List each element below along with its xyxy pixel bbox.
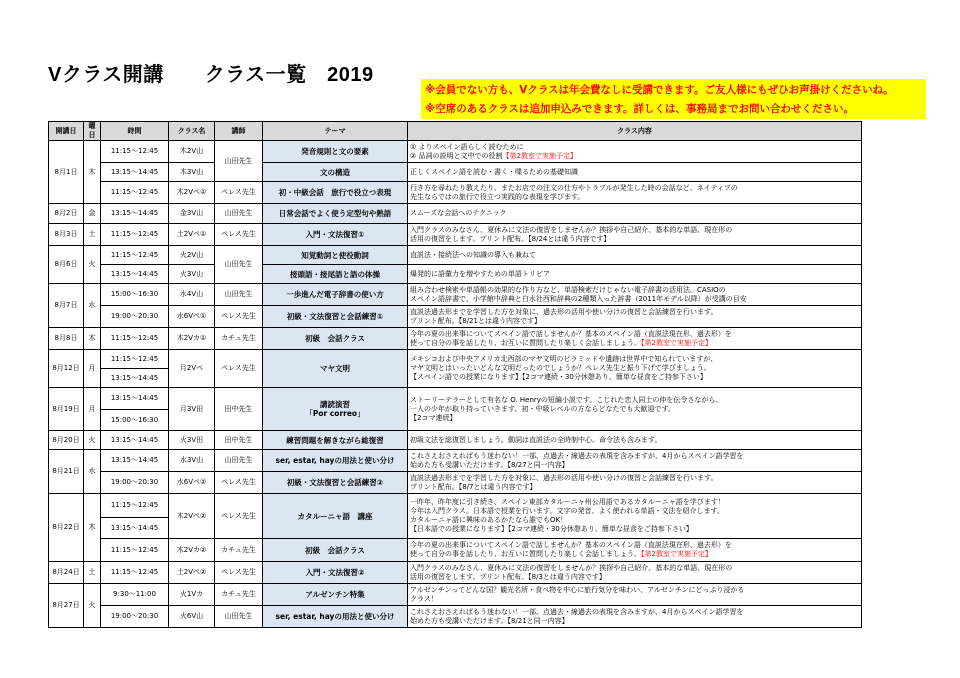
content-cell <box>408 388 862 431</box>
dow-cell: 木 <box>84 328 101 350</box>
table-row <box>49 539 862 562</box>
content-line: 入門クラスのみなさん、夏休みに文法の復習をしませんか？挨拶や自己紹介、基本的な単語、現在形の <box>410 563 733 572</box>
note-text: 【第2教室で実施予定】 <box>641 338 712 347</box>
table-row <box>49 246 862 265</box>
class-cell: 火2V山 <box>169 246 215 265</box>
content-line: ② 品詞の説明と文中での役割 <box>410 151 503 160</box>
class-cell: 水6Vペ② <box>169 472 215 494</box>
dow-cell: 水 <box>84 284 101 328</box>
date-cell: 8月12日 <box>49 350 84 388</box>
table-row <box>49 204 862 224</box>
theme-cell: 初級 会話クラス <box>263 539 408 562</box>
content-line: 活用の復習をします。プリント配布。【8/3とは違う内容です】 <box>410 572 606 581</box>
content-line: 活用の復習をします。プリント配布。【8/24とは違う内容です】 <box>410 234 611 243</box>
time-cell: 11:15～12:45 <box>101 494 169 518</box>
header-dow: 曜日 <box>84 122 101 141</box>
header-teacher: 講師 <box>215 122 263 141</box>
teacher-cell: 田中先生 <box>215 431 263 450</box>
theme-cell: ser, estar, hayの用法と使い分け <box>263 606 408 628</box>
teacher-cell: 山田先生 <box>215 450 263 472</box>
dow-cell: 火 <box>84 246 101 284</box>
content-cell <box>408 284 862 306</box>
date-cell: 8月21日 <box>49 450 84 494</box>
content-line: 使って自分の事を話したり、お互いに質問したり楽しく会話しましょう。 <box>410 550 641 558</box>
table-row <box>49 224 862 246</box>
dow-cell: 月 <box>84 388 101 431</box>
table-row <box>49 472 862 494</box>
teacher-cell: ペレス先生 <box>215 182 263 204</box>
table-row <box>49 494 862 518</box>
theme-cell: 初級・文法復習と会話練習② <box>263 472 408 494</box>
teacher-cell: ペレス先生 <box>215 224 263 246</box>
teacher-cell: 山田先生 <box>215 141 263 182</box>
content-line: 今年は入門クラス。日本語で授業を行います。文字の発音、よく使われる単語・文法を紹介します。 <box>410 507 724 515</box>
time-cell: 13:15～14:45 <box>101 369 169 388</box>
dow-cell: 水 <box>84 450 101 494</box>
content-cell: 初級文法を総復習しましょう。動詞は直説法の全時制中心。命令法も含みます。 <box>408 431 862 450</box>
theme-cell: カタルーニャ語 講座 <box>263 494 408 539</box>
table-row <box>49 163 862 182</box>
dow-cell: 木 <box>84 141 101 204</box>
table-row <box>49 450 862 472</box>
content-line: これさえおさえればもう迷わない！一部、点過去・線過去の表現を含みますが、4月からスペイン語学習を <box>410 607 744 616</box>
content-line: アルゼンチンってどんな国？観光名所・食べ物を中心に旅行気分を味わい、アルゼンチンにどっぷり浸かる <box>410 585 745 594</box>
table-header-row <box>49 122 862 141</box>
theme-cell: 発音規則と文の要素 <box>263 141 408 163</box>
page-title: Vクラス開講 クラス一覧 2019 <box>48 64 374 86</box>
theme-cell: 日常会話でよく使う定型句や熟語 <box>263 204 408 224</box>
dow-cell: 木 <box>84 494 101 562</box>
content-cell: 正しくスペイン語を読む・書く・喋るための基礎知識 <box>408 163 862 182</box>
table-row <box>49 328 862 350</box>
time-cell: 11:15～12:45 <box>101 246 169 265</box>
theme-cell: 文の構造 <box>263 163 408 182</box>
class-cell: 水3V山 <box>169 450 215 472</box>
date-cell: 8月27日 <box>49 584 84 628</box>
header-theme: テーマ <box>263 122 408 141</box>
content-cell: 爆発的に語彙力を増やすための単語トリビア <box>408 265 862 284</box>
content-cell <box>408 494 862 539</box>
content-line: 始めた方も受講いただけます。【8/21と同一内容】 <box>410 616 569 625</box>
date-cell: 8月2日 <box>49 204 84 224</box>
teacher-cell: 田中先生 <box>215 388 263 431</box>
theme-cell: 接頭語・接尾語と語の体操 <box>263 265 408 284</box>
date-cell: 8月7日 <box>49 284 84 328</box>
theme-cell: 知覚動詞と使役動詞 <box>263 246 408 265</box>
theme-cell: マヤ文明 <box>263 350 408 388</box>
content-cell <box>408 539 862 562</box>
theme-cell: 初級 会話クラス <box>263 328 408 350</box>
note-text: 【第2教室で実施予定】 <box>502 151 577 160</box>
content-cell <box>408 328 862 350</box>
table-row <box>49 265 862 284</box>
content-line: プリント配布。【8/21とは違う内容です】 <box>410 316 541 325</box>
date-cell: 8月3日 <box>49 224 84 246</box>
class-cell: 火6V山 <box>169 606 215 628</box>
table-row <box>49 306 862 328</box>
class-cell: 水6Vペ① <box>169 306 215 328</box>
class-cell: 月2Vペ <box>169 350 215 388</box>
class-cell: 木2Vペ① <box>169 182 215 204</box>
content-line: 今年の夏の出来事についてスペイン語で話しませんか？基本のスペイン語（直説法現在形、過去形）を <box>410 541 732 549</box>
content-line: プリント配布。【8/7とは違う内容です】 <box>410 482 537 491</box>
teacher-cell: ペレス先生 <box>215 562 263 584</box>
content-cell <box>408 224 862 246</box>
teacher-cell: ペレス先生 <box>215 350 263 388</box>
teacher-cell: 山田先生 <box>215 246 263 284</box>
time-cell: 11:15～12:45 <box>101 224 169 246</box>
time-cell: 11:15～12:45 <box>101 328 169 350</box>
content-line: 組み合わせ検索や単語帳の効果的な作り方など、単語検索だけじゃない電子辞書の活用法。CASIOの <box>410 285 726 294</box>
theme-cell: 一歩進んだ電子辞書の使い方 <box>263 284 408 306</box>
teacher-cell: ペレス先生 <box>215 494 263 539</box>
teacher-cell: 山田先生 <box>215 284 263 306</box>
teacher-cell: ペレス先生 <box>215 472 263 494</box>
content-cell <box>408 472 862 494</box>
class-cell: 火1Vカ <box>169 584 215 606</box>
notice-line: ※会員でない方も、Vクラスは年会費なしに受講できます。ご友人様にもぜひお声掛けくださいね。 <box>425 84 894 96</box>
content-line: 【スペイン語での授業になります】【2コマ連続・30分休憩あり、簡単な昼食をご持参下さい】 <box>410 373 707 381</box>
theme-cell: アルゼンチン特集 <box>263 584 408 606</box>
content-line: 今年の夏の出来事についてスペイン語で話しませんか？基本のスペイン語（直説法現在形、過去形）を <box>410 329 732 338</box>
time-cell: 19:00～20:30 <box>101 606 169 628</box>
content-line: 一昨年、昨年度に引き続き、スペイン東部カタルーニャ州公用語であるカタルーニャ語を学びます！ <box>410 498 725 506</box>
theme-cell: ser, estar, hayの用法と使い分け <box>263 450 408 472</box>
date-cell: 8月20日 <box>49 431 84 450</box>
content-cell <box>408 584 862 606</box>
class-cell: 土2Vペ② <box>169 562 215 584</box>
class-cell: 木2V山 <box>169 141 215 163</box>
class-cell: 木2Vペ② <box>169 494 215 539</box>
table-row <box>49 388 862 410</box>
time-cell: 13:15～14:45 <box>101 450 169 472</box>
time-cell: 15:00～16:30 <box>101 284 169 306</box>
header-class: クラス名 <box>169 122 215 141</box>
content-cell <box>408 350 862 388</box>
date-cell: 8月1日 <box>49 141 84 204</box>
table-row <box>49 141 862 163</box>
class-cell: 木2Vカ② <box>169 539 215 562</box>
content-line: メキシコおよび中央アメリカ北西部のマヤ文明のピラミッドや遺跡は世界中で知られていますが、 <box>410 355 718 363</box>
time-cell: 13:15～14:45 <box>101 265 169 284</box>
content-line: これさえおさえればもう迷わない！一部、点過去・線過去の表現を含みますが、4月からスペイン語学習を <box>410 451 744 460</box>
content-line: 行き方を尋ねたり教えたり、またお店での注文の仕方やトラブルが発生した時の会話など、ネイティブの <box>410 183 738 192</box>
content-line: 始めた方も受講いただけます。【8/27と同一内容】 <box>410 460 569 469</box>
header-date: 開講日 <box>49 122 84 141</box>
note-text: 【第2教室で実施予定】 <box>641 550 712 558</box>
content-line: マヤ文明とはいったいどんな文明だったのでしょうか？ペレス先生と振り下げて学びましょう。 <box>410 364 711 372</box>
content-line: 【日本語での授業になります】【2コマ連続・30分休憩あり、簡単な昼食をご持参下さい】 <box>410 525 693 533</box>
date-cell: 8月8日 <box>49 328 84 350</box>
schedule-table <box>48 121 862 628</box>
content-line: 一人の少年が取り持っていきます。初・中級レベルの方ならどなたでも大歓迎です。 <box>410 404 675 413</box>
content-cell <box>408 450 862 472</box>
teacher-cell: カチュ先生 <box>215 328 263 350</box>
time-cell: 11:15～12:45 <box>101 539 169 562</box>
table-row <box>49 350 862 369</box>
theme-cell: 入門・文法復習① <box>263 224 408 246</box>
content-line: 使って自分の事を話したり、お互いに質問したり楽しく会話しましょう。 <box>410 338 641 347</box>
time-cell: 11:15～12:45 <box>101 141 169 163</box>
theme-cell: 練習問題を解きながら総復習 <box>263 431 408 450</box>
time-cell: 13:15～14:45 <box>101 518 169 539</box>
theme-cell: 初級・文法復習と会話練習① <box>263 306 408 328</box>
teacher-cell: ペレス先生 <box>215 306 263 328</box>
class-cell: 木3V山 <box>169 163 215 182</box>
content-cell: スムーズな会話へのテクニック <box>408 204 862 224</box>
theme-cell: 初・中級会話 旅行で役立つ表現 <box>263 182 408 204</box>
content-line: ストーリーテラーとして有名な O. Henryの短編小説です。こじれた恋人同士の仲を伝令さながら、 <box>410 395 723 404</box>
dow-cell: 土 <box>84 224 101 246</box>
class-cell: 水4V山 <box>169 284 215 306</box>
class-cell: 火3V山 <box>169 265 215 284</box>
date-cell: 8月22日 <box>49 494 84 562</box>
teacher-cell: カチュ先生 <box>215 584 263 606</box>
date-cell: 8月6日 <box>49 246 84 284</box>
class-cell: 金3V山 <box>169 204 215 224</box>
table-row <box>49 562 862 584</box>
content-line: ① よりスペイン語らしく読むために <box>410 142 524 151</box>
time-cell: 13:15～14:45 <box>101 163 169 182</box>
teacher-cell: 山田先生 <box>215 204 263 224</box>
time-cell: 15:00～16:30 <box>101 410 169 431</box>
time-cell: 11:15～12:45 <box>101 562 169 584</box>
notice-line: ※空席のあるクラスは追加申込みできます。詳しくは、事務局までお問い合わせください。 <box>425 103 855 115</box>
content-line: 先生ならではの旅行で役立つ実践的な表現を学びます。 <box>410 192 585 201</box>
date-cell: 8月24日 <box>49 562 84 584</box>
content-cell <box>408 141 862 163</box>
content-line: 直説法過去形までを学習した方を対象に、過去形の活用や使い分けの復習と会話練習を行います。 <box>410 473 718 482</box>
dow-cell: 火 <box>84 584 101 628</box>
table-row <box>49 606 862 628</box>
content-cell <box>408 182 862 204</box>
class-cell: 火3V田 <box>169 431 215 450</box>
dow-cell: 火 <box>84 431 101 450</box>
table-row <box>49 182 862 204</box>
content-line: クラス！ <box>410 594 438 603</box>
dow-cell: 月 <box>84 350 101 388</box>
theme-title: 講読演習 <box>320 400 350 409</box>
table-row <box>49 284 862 306</box>
content-cell <box>408 562 862 584</box>
class-cell: 木2Vカ① <box>169 328 215 350</box>
content-line: カタルーニャ語に興味のあるかたなら誰でもOK！ <box>410 516 568 524</box>
dow-cell: 金 <box>84 204 101 224</box>
class-cell: 月3V田 <box>169 388 215 431</box>
class-cell: 土2Vペ① <box>169 224 215 246</box>
header-time: 時間 <box>101 122 169 141</box>
theme-cell: 入門・文法復習② <box>263 562 408 584</box>
time-cell: 19:00～20:30 <box>101 306 169 328</box>
time-cell: 13:15～14:45 <box>101 204 169 224</box>
time-cell: 13:15～14:45 <box>101 388 169 410</box>
content-cell <box>408 306 862 328</box>
content-line: 入門クラスのみなさん、夏休みに文法の復習をしませんか？挨拶や自己紹介、基本的な単語、現在形の <box>410 225 733 234</box>
content-line: スペイン語辞書で、小学館中辞典と白水社西和辞典の2種類入った辞書（2011年モデル以降）が受講の目安 <box>410 294 747 303</box>
content-line: 直説法過去形までを学習した方を対象に、過去形の活用や使い分けの復習と会話練習を行います。 <box>410 307 718 316</box>
theme-cell <box>263 388 408 431</box>
content-cell: 直説法・接続法への知識の導入も兼ねて <box>408 246 862 265</box>
time-cell: 19:00～20:30 <box>101 472 169 494</box>
notice-box <box>421 79 926 119</box>
theme-subtitle: 「Por correo」 <box>305 409 365 418</box>
table-row <box>49 584 862 606</box>
dow-cell: 土 <box>84 562 101 584</box>
time-cell: 9:30～11:00 <box>101 584 169 606</box>
teacher-cell: カチュ先生 <box>215 539 263 562</box>
time-cell: 11:15～12:45 <box>101 350 169 369</box>
time-cell: 11:15～12:45 <box>101 182 169 204</box>
content-cell <box>408 606 862 628</box>
table-row <box>49 431 862 450</box>
teacher-cell: 山田先生 <box>215 606 263 628</box>
header-content: クラス内容 <box>408 122 862 141</box>
time-cell: 13:15～14:45 <box>101 431 169 450</box>
content-line: 【2コマ連続】 <box>410 413 457 422</box>
date-cell: 8月19日 <box>49 388 84 431</box>
